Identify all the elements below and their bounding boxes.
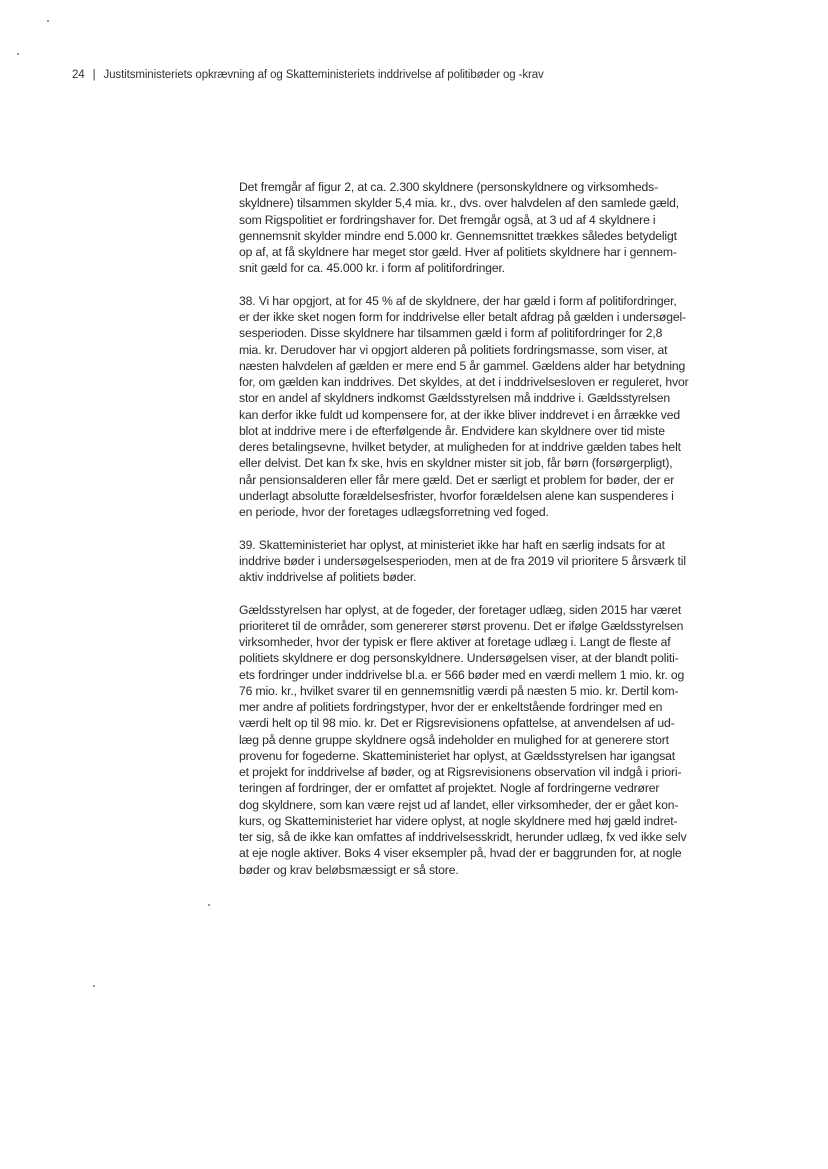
text-line: underlagt absolutte forældelsesfrister, hvorfor forældelsen alene kan suspenderes i bbox=[239, 488, 674, 503]
scan-speck bbox=[47, 20, 49, 22]
text-line: eller delvist. Det kan fx ske, hvis en skyldner mister sit job, får børn (forsørgerpligt), bbox=[239, 456, 673, 471]
text-line: provenu for fogederne. Skatteministeriet har oplyst, at Gældsstyrelsen har igangsat bbox=[239, 748, 676, 763]
text-line: når pensionsalderen eller får mere gæld. Det er særligt et problem for bøder, der er bbox=[239, 472, 675, 487]
text-line: som Rigspolitiet er fordringshaver for. Det fremgår også, at 3 ud af 4 skyldnere i bbox=[239, 212, 656, 227]
text-line: bøder og krav beløbsmæssigt er så store. bbox=[239, 862, 459, 877]
text-line: mer andre af politiets fordringstyper, hvor der er enkeltstående fordringer med en bbox=[239, 700, 663, 714]
paragraph-38 bbox=[239, 293, 723, 521]
paragraph-figure-2-summary bbox=[239, 179, 723, 277]
text-line: 38. Vi har opgjort, at for 45 % af de skyldnere, der har gæld i form af politifordringer, bbox=[239, 293, 677, 308]
running-title: Justitsministeriets opkrævning af og Skatteministeriets inddrivelse af politibøder og -krav bbox=[103, 69, 544, 81]
scan-speck bbox=[17, 53, 19, 55]
text-line: ter sig, så de ikke kan omfattes af inddrivelsesskridt, herunder udlæg, fx ved ikke selv bbox=[239, 830, 687, 844]
text-line: inddrive bøder i undersøgelsesperioden, men at de fra 2019 vil prioritere 5 årsværk til bbox=[239, 553, 686, 568]
text-line: læg på denne gruppe skyldnere også indeholder en mulighed for at generere stort bbox=[239, 732, 669, 747]
text-line: virksomheder, hvor der typisk er flere aktiver at foretage udlæg i. Langt de fleste af bbox=[239, 635, 671, 649]
text-line: aktiv inddrivelse af politiets bøder. bbox=[239, 570, 417, 584]
text-line: for, om gælden kan inddrives. Det skyldes, at det i inddrivelsesloven er reguleret, hvor bbox=[239, 375, 689, 389]
header-separator: | bbox=[92, 69, 96, 81]
text-line: 76 mio. kr., hvilket svarer til en gennemsnitlig værdi på næsten 5 mio. kr. Dertil kom- bbox=[239, 683, 679, 698]
scan-speck bbox=[208, 904, 210, 906]
text-line: et projekt for inddrivelse af bøder, og at Rigsrevisionens observation vil indgå i priori- bbox=[239, 765, 682, 779]
text-line: dog skyldnere, som kan være rejst ud af landet, eller virksomheder, der er gået kon- bbox=[239, 797, 679, 812]
text-line: blot at inddrive mere i de efterfølgende år. Endvidere kan skyldnere over tid miste bbox=[239, 423, 665, 438]
text-line: ets fordringer under inddrivelse bl.a. er 566 bøder med en værdi mellem 1 mio. kr. og bbox=[239, 667, 685, 682]
text-line: værdi helt op til 98 mio. kr. Det er Rigsrevisionens opfattelse, at anvendelsen af ud- bbox=[239, 716, 675, 731]
text-line: snit gæld for ca. 45.000 kr. i form af politifordringer. bbox=[239, 261, 505, 276]
text-line: kurs, og Skatteministeriet har videre oplyst, at nogle skyldnere med høj gæld indret- bbox=[239, 813, 678, 828]
text-line: Det fremgår af figur 2, at ca. 2.300 skyldnere (personskyldnere og virksomheds- bbox=[239, 180, 658, 194]
scan-speck bbox=[93, 985, 95, 987]
text-line: op af, at få skyldnere har meget stor gæld. Hver af politiets skyldnere har i gennem- bbox=[239, 245, 677, 259]
text-line: sesperioden. Disse skyldnere har tilsammen gæld i form af politifordringer for 2,8 bbox=[239, 326, 663, 341]
body-text bbox=[239, 179, 723, 878]
text-line: at eje nogle aktiver. Boks 4 viser eksempler på, hvad der er baggrunden for, at nogle bbox=[239, 846, 682, 861]
paragraph-gap bbox=[239, 520, 723, 536]
text-line: teringen af fordringer, der er omfattet af projektet. Nogle af fordringerne vedrører bbox=[239, 781, 660, 796]
running-header bbox=[72, 69, 544, 81]
text-line: 39. Skatteministeriet har oplyst, at ministeriet ikke har haft en særlig indsats for at bbox=[239, 537, 665, 552]
text-line: kan derfor ikke fuldt ud kompensere for, at der ikke bliver inddrevet i en årrække ved bbox=[239, 407, 680, 422]
paragraph-gap bbox=[239, 585, 723, 601]
text-line: næsten halvdelen af gælden er mere end 5 år gammel. Gældens alder har betydning bbox=[239, 358, 686, 373]
paragraph-gaeldsstyrelsen bbox=[239, 602, 723, 878]
page-number: 24 bbox=[72, 69, 85, 81]
text-line: prioriteret til de områder, som genererer størst provenu. Det er ifølge Gældsstyrelsen bbox=[239, 618, 684, 633]
text-line: mia. kr. Derudover har vi opgjort alderen på politiets fordringsmasse, som viser, at bbox=[239, 342, 668, 357]
text-line: en periode, hvor der foretages udlægsforretning ved foged. bbox=[239, 505, 549, 519]
paragraph-39 bbox=[239, 537, 723, 586]
text-line: Gældsstyrelsen har oplyst, at de fogeder, der foretager udlæg, siden 2015 har været bbox=[239, 602, 682, 617]
text-line: politiets skyldnere er dog personskyldnere. Undersøgelsen viser, at der blandt politi- bbox=[239, 651, 679, 666]
paragraph-gap bbox=[239, 277, 723, 293]
text-line: stor en andel af skyldners indkomst Gældsstyrelsen må inddrive i. Gældsstyrelsen bbox=[239, 391, 670, 406]
text-line: gennemsnit skylder mindre end 5.000 kr. Gennemsnittet trækkes således betydeligt bbox=[239, 228, 677, 243]
text-line: deres betalingsevne, hvilket betyder, at muligheden for at inddrive gælden tabes helt bbox=[239, 440, 681, 454]
text-line: skyldnere) tilsammen skylder 5,4 mia. kr., dvs. over halvdelen af den samlede gæld, bbox=[239, 196, 680, 211]
text-line: er der ikke sket nogen form for inddrivelse eller betalt afdrag på gælden i undersøgel- bbox=[239, 310, 686, 324]
